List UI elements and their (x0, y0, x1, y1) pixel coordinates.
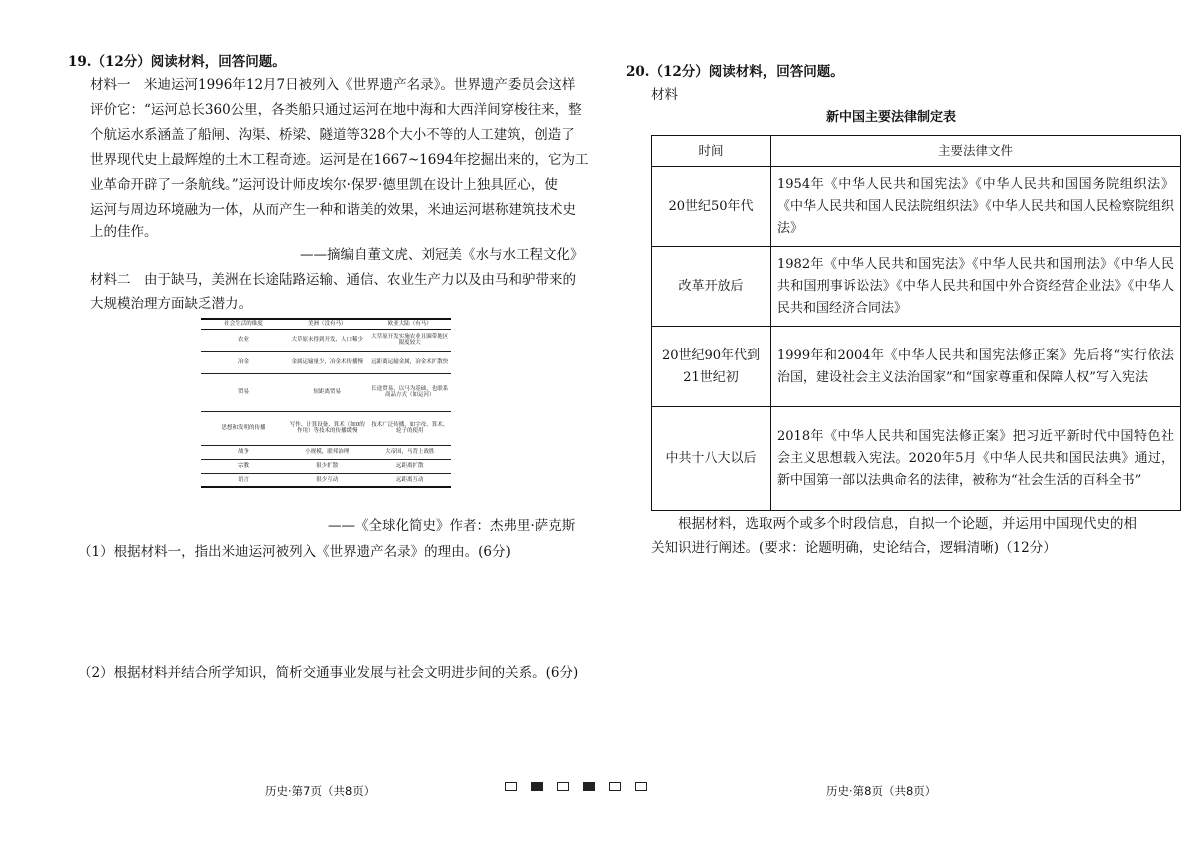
material1-line: 个航运水系涵盖了船闸、沟渠、桥梁、隧道等328个大小不等的人工建筑，创造了 (90, 127, 575, 143)
material1-line: 业革命开辟了一条航线。”运河设计师皮埃尔·保罗·德里凯在设计上独具匠心，使 (90, 177, 558, 193)
registration-mark (505, 782, 517, 791)
material1-line: 上的佳作。 (90, 224, 158, 240)
q19-heading: 19.（12分）阅读材料，回答问题。 (68, 54, 286, 70)
registration-mark (609, 782, 621, 791)
table-row (201, 329, 451, 351)
page-footer-right: 历史·第8页（共8页） (826, 784, 937, 798)
table-cell: 远距离运输金属，冶金术扩散快 (369, 351, 452, 373)
table-header-cell: 美洲（没有马） (286, 319, 369, 329)
table-row (201, 473, 451, 487)
material1-line: 评价它：“运河总长360公里，各类船只通过运河在地中海和大西洋间穿梭往来，整 (90, 102, 582, 118)
table-row (201, 459, 451, 473)
law-docs-cell: 1982年《中华人民共和国宪法》《中华人民共和国刑法》《中华人民共和国刑事诉讼法》《中华人民共和国中外合资经营企业法》《中华人民共和国经济合同法》 (771, 247, 1181, 327)
table-row (201, 373, 451, 411)
table-cell: 远距离互动 (369, 473, 452, 487)
table-cell: 写作、计算设备、算术（如0的作用）等技术的传播缓慢 (286, 411, 369, 445)
law-table (651, 135, 1181, 511)
q20-task-line: 根据材料，选取两个或多个时段信息，自拟一个论题，并运用中国现代史的相 (651, 516, 1137, 532)
table-row (201, 445, 451, 459)
table-row (652, 247, 1181, 327)
table-cell: 技术广泛传播，如字母、算术、轮子的使用 (369, 411, 452, 445)
table-header-cell: 社会生活的维度 (201, 319, 286, 329)
table-cell: 思想和发明的传播 (201, 411, 286, 445)
table-cell: 小规模，联邦治理 (286, 445, 369, 459)
registration-mark (557, 782, 569, 791)
material1-source: ——摘编自董文虎、刘冠美《水与水工程文化》 (300, 247, 584, 263)
table-cell: 大草原未得到开发、人口稀少 (286, 329, 369, 351)
law-period-cell: 中共十八大以后 (652, 407, 771, 511)
registration-marks (505, 782, 647, 791)
q19-sub-question-1: （1）根据材料一，指出米迪运河被列入《世界遗产名录》的理由。(6分) (78, 544, 511, 560)
table-row (652, 167, 1181, 247)
table-row (201, 351, 451, 373)
material2-source: ——《全球化简史》作者：杰弗里·萨克斯 (328, 518, 576, 534)
law-docs-cell: 2018年《中华人民共和国宪法修正案》把习近平新时代中国特色社会主义思想载入宪法。2020年5月《中华人民共和国民法典》通过，新中国第一部以法典命名的法律，被称为“社会生活的百科全书” (771, 407, 1181, 511)
table-cell: 冶金 (201, 351, 286, 373)
table-row (652, 327, 1181, 407)
law-period-cell: 20世纪90年代到21世纪初 (652, 327, 771, 407)
law-table-header-row (652, 136, 1181, 167)
table-cell: 短距离贸易 (286, 373, 369, 411)
material2-line: 材料二 由于缺马，美洲在长途陆路运输、通信、农业生产力以及由马和驴带来的 (90, 272, 576, 288)
table-cell: 宗教 (201, 459, 286, 473)
law-table-header-cell: 主要法律文件 (771, 136, 1181, 167)
q19-sub-question-2: （2）根据材料并结合所学知识，简析交通事业发展与社会文明进步间的关系。(6分) (78, 665, 579, 681)
table-cell: 大草原开发实施农业且圈带地区限度较大 (369, 329, 452, 351)
law-table-header-cell: 时间 (652, 136, 771, 167)
table-header-cell: 欧亚大陆（有马） (369, 319, 452, 329)
table-cell: 农业 (201, 329, 286, 351)
table-row (652, 407, 1181, 511)
table-cell: 很少扩散 (286, 459, 369, 473)
law-table-title: 新中国主要法律制定表 (826, 110, 957, 125)
table-header-row (201, 319, 451, 329)
table-cell: 大帝国，马背上战胜 (369, 445, 452, 459)
registration-mark (635, 782, 647, 791)
horse-comparison-table (201, 318, 451, 488)
table-cell: 战争 (201, 445, 286, 459)
registration-mark (583, 782, 595, 791)
law-docs-cell: 1954年《中华人民共和国宪法》《中华人民共和国国务院组织法》《中华人民共和国人民法院组织法》《中华人民共和国人民检察院组织法》 (771, 167, 1181, 247)
law-period-cell: 20世纪50年代 (652, 167, 771, 247)
material1-line: 世界现代史上最辉煌的土木工程奇迹。运河是在1667~1694年挖掘出来的，它为工 (90, 152, 589, 168)
table-row (201, 411, 451, 445)
q20-heading: 20.（12分）阅读材料，回答问题。 (626, 64, 844, 80)
table-cell: 长途贸易，以马为基础，也联系商品方式（如运河） (369, 373, 452, 411)
table-cell: 很少互动 (286, 473, 369, 487)
table-cell: 远距离扩散 (369, 459, 452, 473)
q20-task-line: 关知识进行阐述。(要求：论题明确，史论结合，逻辑清晰)（12分） (651, 540, 1057, 556)
registration-mark (531, 782, 543, 791)
law-period-cell: 改革开放后 (652, 247, 771, 327)
table-cell: 贸易 (201, 373, 286, 411)
material2-line: 大规模治理方面缺乏潜力。 (90, 296, 252, 312)
law-docs-cell: 1999年和2004年《中华人民共和国宪法修正案》先后将“实行依法治国，建设社会主义法治国家”和“国家尊重和保障人权”写入宪法 (771, 327, 1181, 407)
table-cell: 语言 (201, 473, 286, 487)
q20-material-label: 材料 (651, 87, 678, 103)
table-cell: 金属运输量少，冶金术传播慢 (286, 351, 369, 373)
page-footer-left: 历史·第7页（共8页） (265, 784, 376, 798)
material1-line: 材料一 米迪运河1996年12月7日被列入《世界遗产名录》。世界遗产委员会这样 (90, 77, 576, 93)
material1-line: 运河与周边环境融为一体，从而产生一种和谐美的效果，米迪运河堪称建筑技术史 (90, 202, 576, 218)
